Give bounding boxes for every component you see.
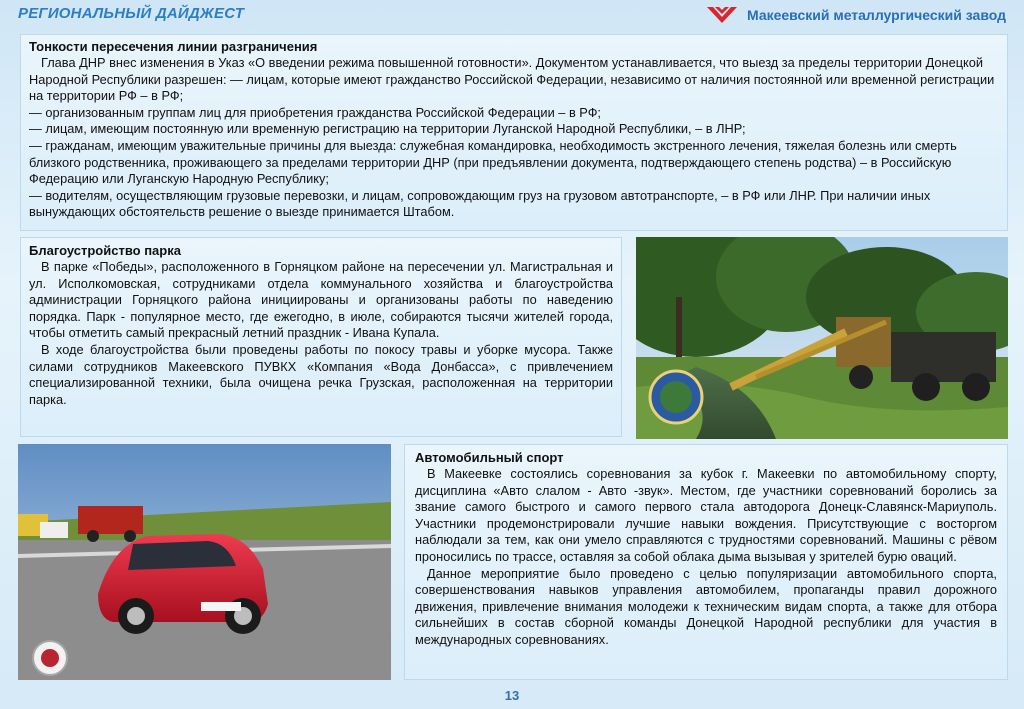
brand-name: Макеевский металлургический завод [746,7,1006,23]
article-paragraph: Данное мероприятие было проведено с целью популяризации автомобильного спорта, совершенствования навыков управления автомобилем, пропаганды правил дорожного движения, привлечение внимания молодежи к техническим видам спорта, а также для отбора сильнейших в состав сборной команды Донецкой Народной республики для участия в международных соревнованиях. [415,565,997,647]
article-paragraph: Глава ДНР внес изменения в Указ «О введении режима повышенной готовности». Документом устанавливается, что выезд за пределы территории Донецкой Народной Республики разрешен: — лицам, которые имеют гражданство Российской Федерации, независимо от наличия постоянной или временной регистрации на территории РФ – в РФ; [29,55,995,104]
article-paragraph: — гражданам, имеющим уважительные причины для выезда: служебная командировка, необходимость экстренного лечения, тяжелая болезнь или смерть близкого родственника, проживающего за пределами территории ДНР (при предъявлении документа, подтверждающего степень родства) – в Российскую Федерацию или Луганскую Народную Республику; [29,137,957,187]
page-number: 13 [504,688,520,703]
page-header [0,0,1024,30]
excavator-river-photo [636,237,1008,439]
article-title: Автомобильный спорт [415,450,564,465]
digest-title: РЕГИОНАЛЬНЫЙ ДАЙДЖЕСТ [18,5,245,22]
article-paragraph: — организованным группам лиц для приобретения гражданства Российской Федерации – в РФ; [29,104,601,120]
article-paragraph: В Макеевке состоялись соревнования за кубок г. Макеевки по автомобильному спорту, дисциплина «Авто слалом - Авто -звук». Местом, где участники соревнований боролись за звание самого быстрого и самого первого стала автодорога Донецк-Славянск-Мариуполь. Участники продемонстрировали лучшие навыки вождения. Присутствующие с восторгом наблюдали за тем, как они умело справляются с трудностями соревнований. Машины с рёвом проносились по трассе, оставляя за собой облака дыма вызывая у зрителей бурю оваций. [415,466,997,564]
red-car-illustration [18,444,391,680]
article-park [20,237,622,437]
article-paragraph: В ходе благоустройства были проведены работы по покосу травы и уборке мусора. Также силами сотрудников Макеевского ПУВКХ «Компания «Вода Донбасса», с привлечением специализированной техники, была очищена речка Грузская, расположенная на территории парка. [29,341,613,407]
article-title: Тонкости пересечения линии разграничения [29,39,318,54]
article-paragraph: — лицам, имеющим постоянную или временную регистрацию на территории Луганской Народной Республики, – в ЛНР; [29,121,746,137]
red-car-photo [18,444,391,680]
double-chevron-logo-icon [705,4,739,26]
article-border-crossing [20,34,1008,231]
brand [705,3,1006,27]
article-paragraph: — водителям, осуществляющим грузовые перевозки, и лицам, сопровождающим груз на грузовом автотранспорте, – в РФ или ЛНР. При наличии иных вынуждающих обстоятельств решение о выезде принимается Штабом. [29,187,931,220]
article-auto-sport [404,444,1008,680]
article-title: Благоустройство парка [29,243,181,258]
article-paragraph: В парке «Победы», расположенного в Горняцком районе на пересечении ул. Магистральная и ул. Исполкомовская, сотрудниками отдела коммунального хозяйства и благоустройства администрации Горняцкого района инициированы и организованы работы по наведению порядка. Парк - популярное место, где ежегодно, в июле, собираются тысячи жителей города, чтобы отметить самый прекрасный летний праздник - Ивана Купала. [29,259,613,341]
excavator-river-illustration [636,237,1008,439]
